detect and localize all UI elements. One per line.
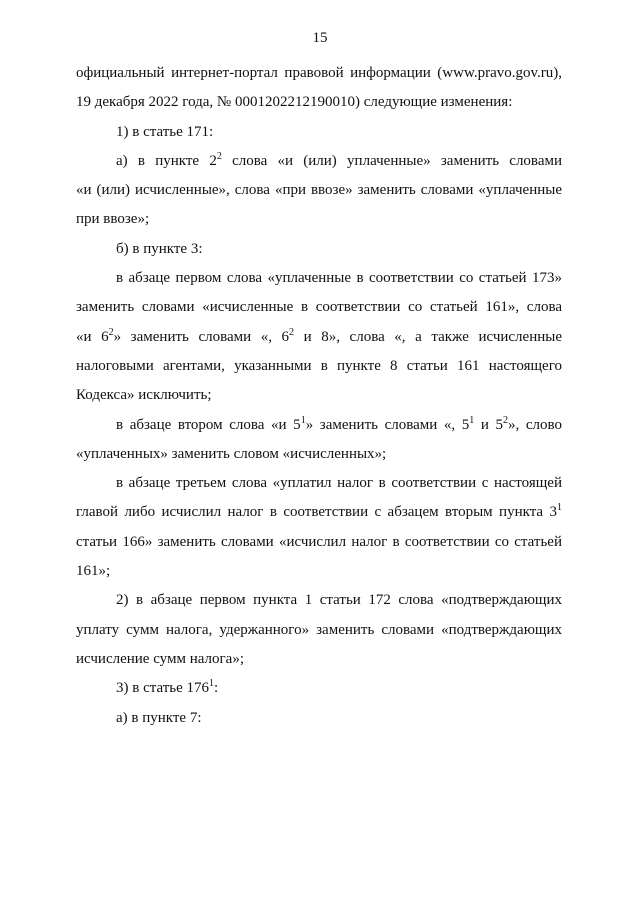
text-line <box>76 264 562 293</box>
text-segment: а) в пункте 2 <box>116 152 217 169</box>
text-line <box>76 235 562 264</box>
text-line <box>76 498 562 527</box>
text-segment: уплату сумм налога, удержанного» заменить словами «подтверждающих <box>76 621 562 638</box>
text-segment: налоговыми агентами, указанными в пункте 8 статьи 161 настоящего <box>76 357 562 374</box>
text-segment: главой либо исчислил налог в соответствии с абзацем вторым пункта 3 <box>76 504 557 521</box>
text-line <box>76 645 562 674</box>
text-line <box>76 205 562 234</box>
text-segment: 3) в статье 176 <box>116 680 210 697</box>
text-segment: «и (или) исчисленные», слова «при ввозе» заменить словами «уплаченные <box>76 182 562 199</box>
text-segment: и 5 <box>474 416 504 433</box>
text-line <box>76 118 562 147</box>
text-segment: в абзаце первом слова «уплаченные в соответствии со статьей 173» <box>116 270 562 287</box>
superscript: 2 <box>216 150 222 162</box>
text-segment: заменить словами «исчисленные в соответствии со статьей 161», слова <box>76 299 562 316</box>
text-line <box>76 59 562 88</box>
text-segment: «и 6 <box>76 328 109 345</box>
text-segment: : <box>214 680 219 697</box>
text-segment: 1) в статье 171: <box>116 123 214 140</box>
text-segment: и 8», слова «, а также исчисленные <box>294 328 562 345</box>
text-line <box>76 381 562 410</box>
text-segment: », слово <box>508 416 562 433</box>
text-line <box>76 176 562 205</box>
superscript: 2 <box>503 414 509 426</box>
text-segment: » заменить словами «, 6 <box>113 328 290 345</box>
text-segment: статьи 166» заменить словами «исчислил налог в соответствии со статьей <box>76 533 562 550</box>
text-segment: исчисление сумм налога»; <box>76 650 244 667</box>
superscript: 1 <box>209 678 215 690</box>
text-segment: при ввозе»; <box>76 211 150 228</box>
text-line <box>76 557 562 586</box>
text-segment: официальный интернет-портал правовой информации (www.pravo.gov.ru), <box>76 65 562 81</box>
text-segment: 161»; <box>76 563 111 580</box>
text-segment: «уплаченных» заменить словом «исчисленных»; <box>76 445 387 462</box>
text-line <box>76 704 562 733</box>
text-line <box>76 586 562 615</box>
text-segment: в абзаце третьем слова «уплатил налог в соответствии с настоящей <box>116 475 562 492</box>
text-segment: 2) в абзаце первом пункта 1 статьи 172 слова «подтверждающих <box>116 592 562 609</box>
text-line <box>76 323 562 352</box>
text-line <box>76 293 562 322</box>
text-segment: 19 декабря 2022 года, № 0001202212190010) следующие изменения: <box>76 94 513 111</box>
page-number: 15 <box>312 30 328 46</box>
superscript: 1 <box>300 414 306 426</box>
text-line <box>76 469 562 498</box>
text-segment: » заменить словами «, 5 <box>305 416 470 433</box>
text-line <box>76 147 562 176</box>
text-segment: слова «и (или) уплаченные» заменить словами <box>221 152 562 169</box>
superscript: 1 <box>469 414 475 426</box>
text-line <box>76 411 562 440</box>
superscript: 2 <box>108 326 114 338</box>
text-segment: а) в пункте 7: <box>116 709 202 726</box>
text-segment: Кодекса» исключить; <box>76 387 212 404</box>
superscript: 2 <box>289 326 295 338</box>
text-line <box>76 352 562 381</box>
superscript: 1 <box>557 502 562 514</box>
document-body <box>76 59 562 733</box>
text-segment: в абзаце втором слова «и 5 <box>116 416 301 433</box>
text-line <box>76 88 562 117</box>
text-line <box>76 616 562 645</box>
text-line <box>76 440 562 469</box>
text-segment: б) в пункте 3: <box>116 240 203 257</box>
text-line <box>76 528 562 557</box>
text-line <box>76 674 562 703</box>
